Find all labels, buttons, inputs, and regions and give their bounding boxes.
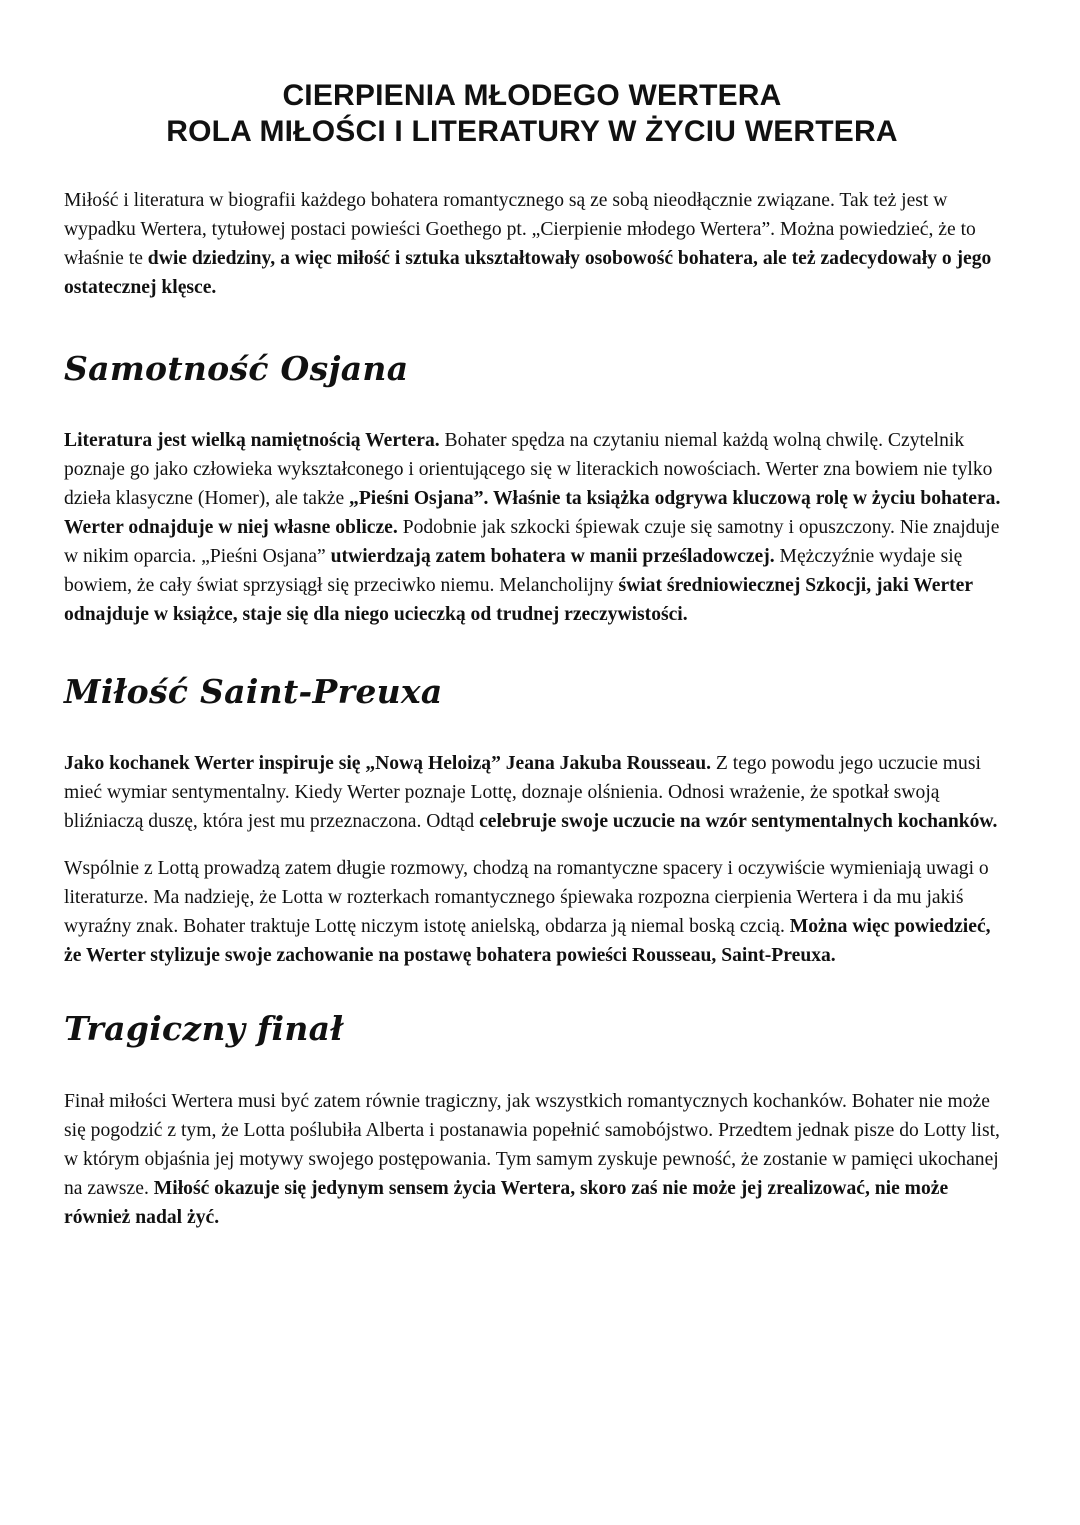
bold-text: Literatura jest wielką namiętnością Wertera.: [64, 430, 440, 451]
text: Bohater spędza na czytaniu niemal każdą wolną chwilę. Czytelnik poznaje go jako człowieka wykształconego i orientującego się w literackich nowościach. Werter zna bowiem nie tylko dzieła klasyczne (Homer), ale także: [64, 430, 993, 509]
bold-text: „Pieśni Osjana”. Właśnie ta książka odgrywa kluczową rolę w życiu bohatera. Werter odnajduje w niej własne oblicze.: [64, 488, 1001, 538]
text: Finał miłości Wertera musi być zatem równie tragiczny, jak wszystkich romantycznych kochanków. Bohater nie może się pogodzić z tym, że Lotta poślubiła Alberta i postanawia popełnić samobójstwo. Przedtem jednak pisze do Lotty list, w którym objaśnia jej motywy swojego postępowania. Tym samym zyskuje pewność, że zostanie w pamięci ukochanej na zawsze.: [64, 1091, 1000, 1199]
text: Mężczyźnie wydaje się bowiem, że cały świat sprzysiągł się przeciwko niemu. Melancholijny: [64, 546, 963, 596]
intro-bold-text: dwie dziedziny, a więc miłość i sztuka ukształtowały osobowość bohatera, ale też zadecydowały o jego ostatecznej klęsce.: [64, 248, 992, 298]
bold-text: Jako kochanek Werter inspiruje się „Nową Heloizą” Jeana Jakuba Rousseau.: [64, 753, 712, 774]
text: Wspólnie z Lottą prowadzą zatem długie rozmowy, chodzą na romantyczne spacery i oczywiście wymieniają uwagi o literaturze. Ma nadzieję, że Lotta w rozterkach romantycznego śpiewaka rozpozna cierpienia Wertera i da mu jakiś wyraźny znak. Bohater traktuje Lottę niczym istotę anielską, obdarza ją niemal boską czcią.: [64, 858, 989, 937]
section-heading-tragic-finale: Tragiczny finał: [64, 1009, 344, 1048]
section-heading-saint-preux: Miłość Saint-Preuxa: [64, 672, 443, 711]
section-osjan-paragraph: [64, 426, 1004, 629]
title-line-1: CIERPIENIA MŁODEGO WERTERA: [282, 79, 782, 112]
section-saint-preux-paragraph-1: [64, 749, 1004, 836]
section-saint-preux-paragraph-2: [64, 854, 1004, 970]
bold-text: utwierdzają zatem bohatera w manii prześladowczej.: [330, 546, 775, 567]
text: Z tego powodu jego uczucie musi mieć wymiar sentymentalny. Kiedy Werter poznaje Lottę, doznaje olśnienia. Odnosi wrażenie, że spotkał swoją bliźniaczą duszę, która jest mu przeznaczona. Odtąd: [64, 753, 981, 832]
intro-paragraph: [64, 186, 1004, 302]
text: Podobnie jak szkocki śpiewak czuje się samotny i opuszczony. Nie znajduje w nikim oparcia. „Pieśni Osjana”: [64, 517, 1000, 567]
bold-text: Miłość okazuje się jedynym sensem życia Wertera, skoro zaś nie może jej zrealizować, nie może również nadal żyć.: [64, 1178, 949, 1228]
bold-text: świat średniowiecznej Szkocji, jaki Werter odnajduje w książce, staje się dla niego ucieczką od trudnej rzeczywistości.: [64, 575, 973, 625]
intro-text: Miłość i literatura w biografii każdego bohatera romantycznego są ze sobą nieodłącznie związane. Tak też jest w wypadku Wertera, tytułowej postaci powieści Goethego pt. „Cierpienie młodego Wertera”. Można powiedzieć, że to właśnie te: [64, 190, 976, 269]
section-heading-osjan: Samotność Osjana: [64, 349, 409, 388]
bold-text: Można więc powiedzieć, że Werter stylizuje swoje zachowanie na postawę bohatera powieści Rousseau, Saint-Preuxa.: [64, 916, 991, 966]
bold-text: celebruje swoje uczucie na wzór sentymentalnych kochanków.: [479, 811, 998, 832]
title-line-2: ROLA MIŁOŚCI I LITERATURY W ŻYCIU WERTERA: [166, 115, 898, 148]
section-finale-paragraph: [64, 1087, 1004, 1232]
page-title: [64, 78, 1000, 150]
